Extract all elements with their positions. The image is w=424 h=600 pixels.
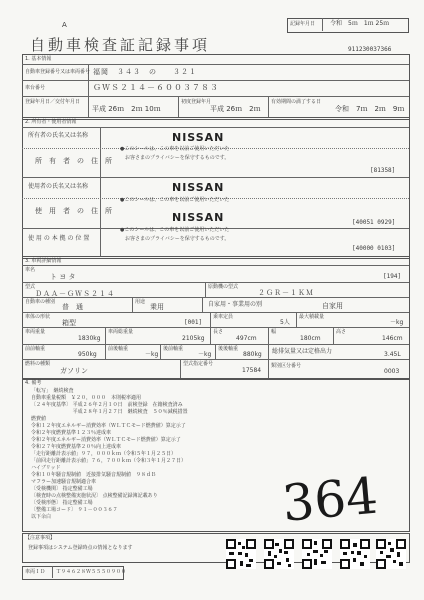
remark-line: 自動車重量税額 ￥２０，０００ 本則税率適用 — [31, 395, 142, 401]
front-rear-axle-value: －kg — [145, 351, 159, 358]
kind-label: 自動車の種別 — [25, 299, 56, 305]
rear-front-axle-label: 後前軸重 — [163, 346, 184, 352]
max-load-label: 最大積載量 — [299, 314, 325, 320]
notice-label: 【注意事項】 — [25, 535, 56, 541]
chassis-number: ＧＷＳ２１４－６００３７８３ — [93, 83, 219, 92]
width-value: 180cm — [300, 335, 321, 342]
business-use-value: 自家用 — [322, 302, 343, 310]
qr-code-2 — [264, 539, 294, 569]
type-number-value: 17584 — [242, 367, 262, 374]
section-vehicle-heading: 3. 車両詳細情報 — [25, 258, 62, 264]
section-basic-heading: 1. 基本情報 — [25, 56, 52, 62]
user-address-label: 使 用 者 の 住 所 — [35, 207, 112, 215]
record-date: 令和 5ｍ 1ｍ 25ｍ — [330, 20, 390, 27]
remark-line: 〔検査時の点検整備実施状況〕 点検整備記録簿記載あり — [31, 493, 158, 499]
remark-line: マフラー加速騒音規制適合車 — [31, 479, 97, 485]
weight-value: 1830kg — [78, 335, 101, 342]
body-label: 車体の形状 — [25, 314, 51, 320]
capacity-label: 乗車定員 — [213, 314, 234, 320]
remark-line: 〔受検形態〕 指定整備工場 — [31, 500, 93, 506]
qr-code-3 — [302, 539, 332, 569]
class-number-value: 0003 — [384, 368, 400, 375]
rear-front-axle-value: －kg — [198, 351, 212, 358]
body-value: 箱型 — [62, 319, 76, 327]
remark-line: 令和１２年度エネルギー消費効率（ＷＬＴＣモード燃費値）算定示了 — [31, 423, 186, 429]
remark-line: 令和２７年度燃費基準２０％向上達成車 — [31, 444, 122, 450]
displacement-value: 3.45L — [384, 351, 401, 358]
privacy-notice-3a: ●このシールは、この車を以前ご使用いただいた — [120, 227, 230, 233]
registration-label: 自動車登録番号又は車両番号 — [25, 69, 91, 75]
section-owner-heading: 2. 所有者・使用者情報 — [25, 119, 77, 125]
engine-value: ２ＧＲ－１ＫＭ — [258, 289, 314, 297]
remark-line: 令和１０年騒音規制値 近接排気騒音規制値 ９８ｄＢ — [31, 472, 157, 478]
remark-line: 令和２年度燃費基準１２３％達成車 — [31, 430, 112, 436]
privacy-notice-1a: ●このシールは、この車を以前ご使用いただいた — [120, 146, 230, 152]
privacy-sticker-brand-2: NISSAN — [172, 181, 225, 194]
vehicle-id-label: 車両ＩＤ — [25, 569, 46, 575]
section-remarks-heading: 4. 備考 — [25, 380, 42, 386]
maker-code: [194] — [383, 273, 402, 280]
base-location-label: 使 用 の 本 拠 の 位 置 — [28, 235, 90, 242]
expiry-date: 令和 7ｍ 2ｍ 9ｍ — [335, 105, 405, 113]
form-mark: A — [62, 21, 67, 29]
user-name-label: 使用者の氏名又は名称 — [28, 183, 89, 190]
business-use-label: 自家用・事業用の別 — [208, 301, 263, 308]
height-label: 高さ — [336, 329, 347, 335]
remark-line: 平成２８年１月２７日 継続検査 ５０％減税措置 — [31, 409, 188, 415]
remark-line: 〔受検機関〕 指定整備工場 — [31, 486, 93, 492]
chassis-label: 車台番号 — [25, 85, 46, 91]
max-load-value: －kg — [390, 319, 404, 326]
front-axle-label: 前前軸重 — [25, 346, 46, 352]
type-number-label: 型式指定番号 — [183, 361, 214, 367]
document-number: 911230037366 — [348, 46, 392, 53]
notice-text: 登録事項はシステム登録時点の情報となります — [28, 545, 133, 551]
first-registration-label: 登録年月日／交付年月日 — [25, 99, 81, 105]
registration-number: 福岡 ３４３ の ３２１ — [93, 68, 197, 76]
length-label: 長さ — [213, 329, 224, 335]
handwritten-number: 364 — [280, 466, 381, 533]
owner-name-label: 所有者の氏名又は名称 — [28, 132, 89, 139]
capacity-value: 5人 — [280, 319, 290, 326]
qr-code-5 — [376, 539, 406, 569]
first-year-month: 平成 26ｍ 2ｍ — [210, 105, 261, 113]
remark-line: 令和２年度エネルギー消費効率（ＷＬＴＣモード燃費値）算定示了 — [31, 437, 181, 443]
rear-axle-label: 後後軸重 — [218, 346, 239, 352]
displacement-label: 総排気量又は定格出力 — [272, 348, 333, 355]
record-date-label: 記録年月日 — [290, 21, 316, 27]
model-label: 型式 — [25, 284, 36, 290]
privacy-notice-2: ●このシールは、この車を以前ご使用いただいた — [120, 197, 230, 203]
width-label: 幅 — [271, 329, 277, 335]
privacy-notice-1b: お客さまのプライバシーを保守するものです。 — [125, 155, 230, 161]
qr-code-1 — [226, 539, 256, 569]
maker-value: ト ヨ タ — [50, 273, 76, 281]
rear-axle-value: 880kg — [243, 351, 262, 358]
fuel-label: 燃料の種類 — [25, 361, 51, 367]
vehicle-id-value: Ｔ９４６２８Ｗ５５５０９００ — [56, 569, 127, 575]
first-registration-date: 平成 26ｍ 2ｍ 10ｍ — [92, 105, 161, 113]
privacy-sticker-brand-3: NISSAN — [172, 211, 225, 224]
class-number-label: 類別区分番号 — [271, 363, 302, 369]
owner-address-label: 所 有 者 の 住 所 — [35, 157, 112, 165]
remark-line: 燃費値 — [31, 416, 47, 422]
use-value: 乗用 — [150, 303, 164, 311]
model-value: ＤＡＡ－ＧＷＳ２１４ — [35, 290, 115, 298]
maker-label: 車名 — [25, 267, 36, 273]
user-address-code: [40051 0929] — [352, 219, 396, 226]
remark-line: 〔２４年度基準〕 平成２６年２月１０日 前検登録 在籍検査済み — [31, 402, 183, 408]
remark-line: 「走行距離計表示値」９７，０００ｋｍ（令和５年１月２５日） — [31, 451, 177, 457]
length-value: 497cm — [236, 335, 257, 342]
weight-label: 車両重量 — [25, 329, 46, 335]
privacy-sticker-brand-1: NISSAN — [172, 131, 225, 144]
document-title: 自動車検査証記録事項 — [30, 36, 211, 54]
gross-weight-value: 2105kg — [182, 335, 205, 342]
use-label: 用途 — [135, 299, 146, 305]
kind-value: 普 通 — [62, 303, 83, 311]
engine-label: 原動機の型式 — [208, 284, 239, 290]
remark-line: 「前回走行距離計表示値」７６，７００ｋｍ（令和３年１月２７日） — [31, 458, 187, 464]
gross-weight-label: 車両総重量 — [108, 329, 134, 335]
owner-address-code: [81358] — [370, 167, 396, 174]
fuel-value: ガソリン — [60, 367, 88, 375]
first-year-label: 初度登録年月 — [181, 99, 212, 105]
height-value: 146cm — [382, 335, 403, 342]
remark-line: ハイブリッド — [31, 465, 61, 471]
expiry-label: 有効期間の満了する日 — [271, 99, 322, 105]
qr-code-4 — [340, 539, 370, 569]
front-axle-value: 950kg — [78, 351, 97, 358]
remark-line: 以下余白 — [31, 514, 52, 520]
front-rear-axle-label: 前後軸重 — [108, 346, 129, 352]
remark-line: 〔整備工場コード〕 ９１－００３６７ — [31, 507, 118, 513]
remark-line: 「転写」 継続検査 — [31, 388, 74, 394]
body-code: [001] — [184, 319, 203, 326]
base-location-code: [40000 0103] — [352, 245, 396, 252]
privacy-notice-3b: お客さまのプライバシーを保守するものです。 — [125, 236, 230, 242]
